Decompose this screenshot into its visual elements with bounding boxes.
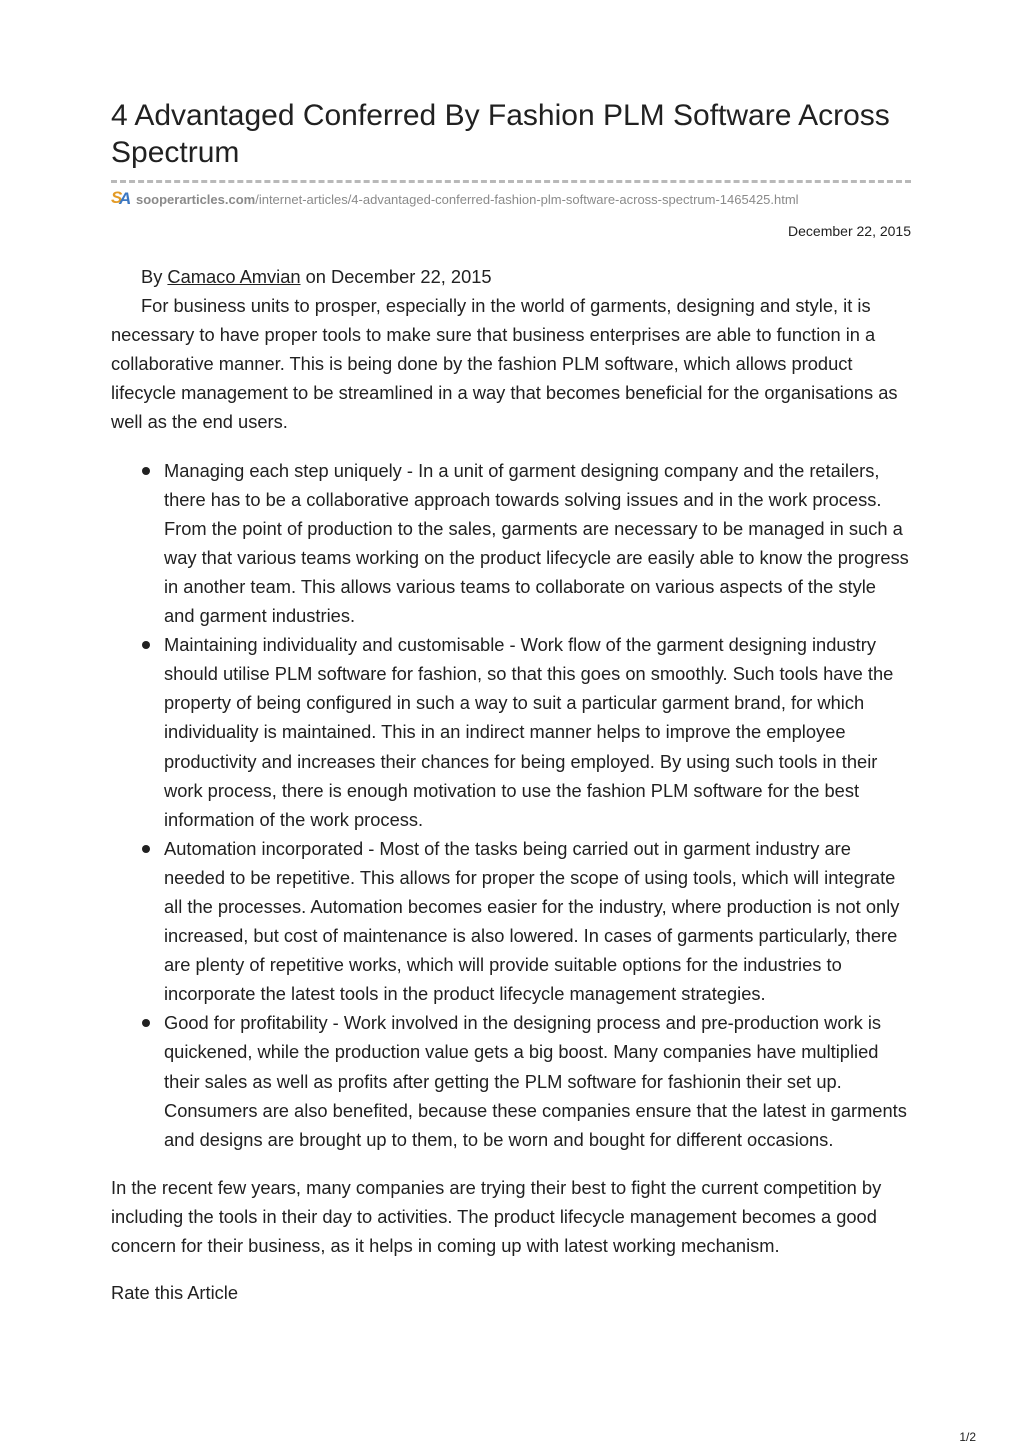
byline-suffix: on December 22, 2015	[300, 266, 492, 287]
list-item-text: Managing each step uniquely - In a unit of garment designing company and the retailers, there has to be a collaborative approach towards solving issues and in the work process. From the point of production to the sales, garments are necessary to be managed in such a way that various teams working on the product lifecycle are easily able to know the progress in another team. This allows various teams to collaborate on various aspects of the style and garment industries.	[164, 459, 909, 627]
list-item-text: Automation incorporated - Most of the tasks being carried out in garment industry are needed to be repetitive. This allows for proper the scope of using tools, which will integrate all the processes. Automation becomes easier for the industry, where production is not only increased, but cost of maintenance is also lowered. In cases of garments particularly, there are plenty of repetitive works, which will provide suitable options for the industries to incorporate the latest tools in the product lifecycle management strategies.	[164, 837, 900, 1005]
source-domain: sooperarticles.com	[136, 191, 256, 207]
bullet-dot-icon	[142, 845, 150, 853]
source-url[interactable]	[111, 189, 799, 209]
bullet-dot-icon	[142, 641, 150, 649]
bullet-dot-icon	[142, 1019, 150, 1027]
bullet-dot-icon	[142, 467, 150, 475]
article-title: 4 Advantaged Conferred By Fashion PLM Software Across Spectrum	[111, 99, 890, 169]
author-link[interactable]: Camaco Amvian	[167, 266, 301, 287]
page-number: 1/2	[959, 1430, 976, 1444]
list-item-text: Maintaining individuality and customisable - Work flow of the garment designing industry should utilise PLM software for fashion, so that this goes on smoothly. Such tools have the property of being configured in such a way to suit a particular garment brand, for which individuality is maintained. This in an indirect manner helps to improve the employee productivity and increases their chances for being employed. By using such tools in their work process, there is enough motivation to use the fashion PLM software for the best information of the work process.	[164, 634, 894, 830]
advantages-list	[111, 456, 911, 1154]
list-item-text: Good for profitability - Work involved in the designing process and pre-production work is quickened, while the production value gets a big boost. Many companies have multiplied their sales as well as profits after getting the PLM software for fashionin their set up. Consumers are also benefited, because these companies ensure that the latest in garments and designs are brought up to them, to be worn and bought for different occasions.	[164, 1012, 907, 1150]
list-item	[164, 630, 911, 834]
source-path: /internet-articles/4-advantaged-conferred-fashion-plm-software-across-spectrum-1465425.html	[255, 191, 799, 207]
list-item	[164, 1008, 911, 1153]
article-date: December 22, 2015	[788, 223, 911, 239]
sooperarticles-logo-icon: S A	[111, 188, 132, 208]
rate-article-heading: Rate this Article	[111, 1282, 239, 1304]
list-item	[164, 834, 911, 1009]
closing-paragraph: In the recent few years, many companies are trying their best to fight the current competition by including the tools in their day to activities. The product lifecycle management becomes a good concern for their business, as it helps in coming up with latest working mechanism.	[111, 1176, 882, 1256]
byline	[111, 262, 911, 291]
intro-paragraph: For business units to prosper, especially in the world of garments, designing and style, it is necessary to have proper tools to make sure that business enterprises are able to function in a collaborative manner. This is being done by the fashion PLM software, which allows product lifecycle management to be streamlined in a way that becomes beneficial for the organisations as well as the end users.	[111, 295, 898, 433]
byline-prefix: By	[141, 266, 168, 287]
article-body	[111, 262, 911, 1307]
list-item	[164, 456, 911, 631]
title-divider	[111, 180, 911, 183]
